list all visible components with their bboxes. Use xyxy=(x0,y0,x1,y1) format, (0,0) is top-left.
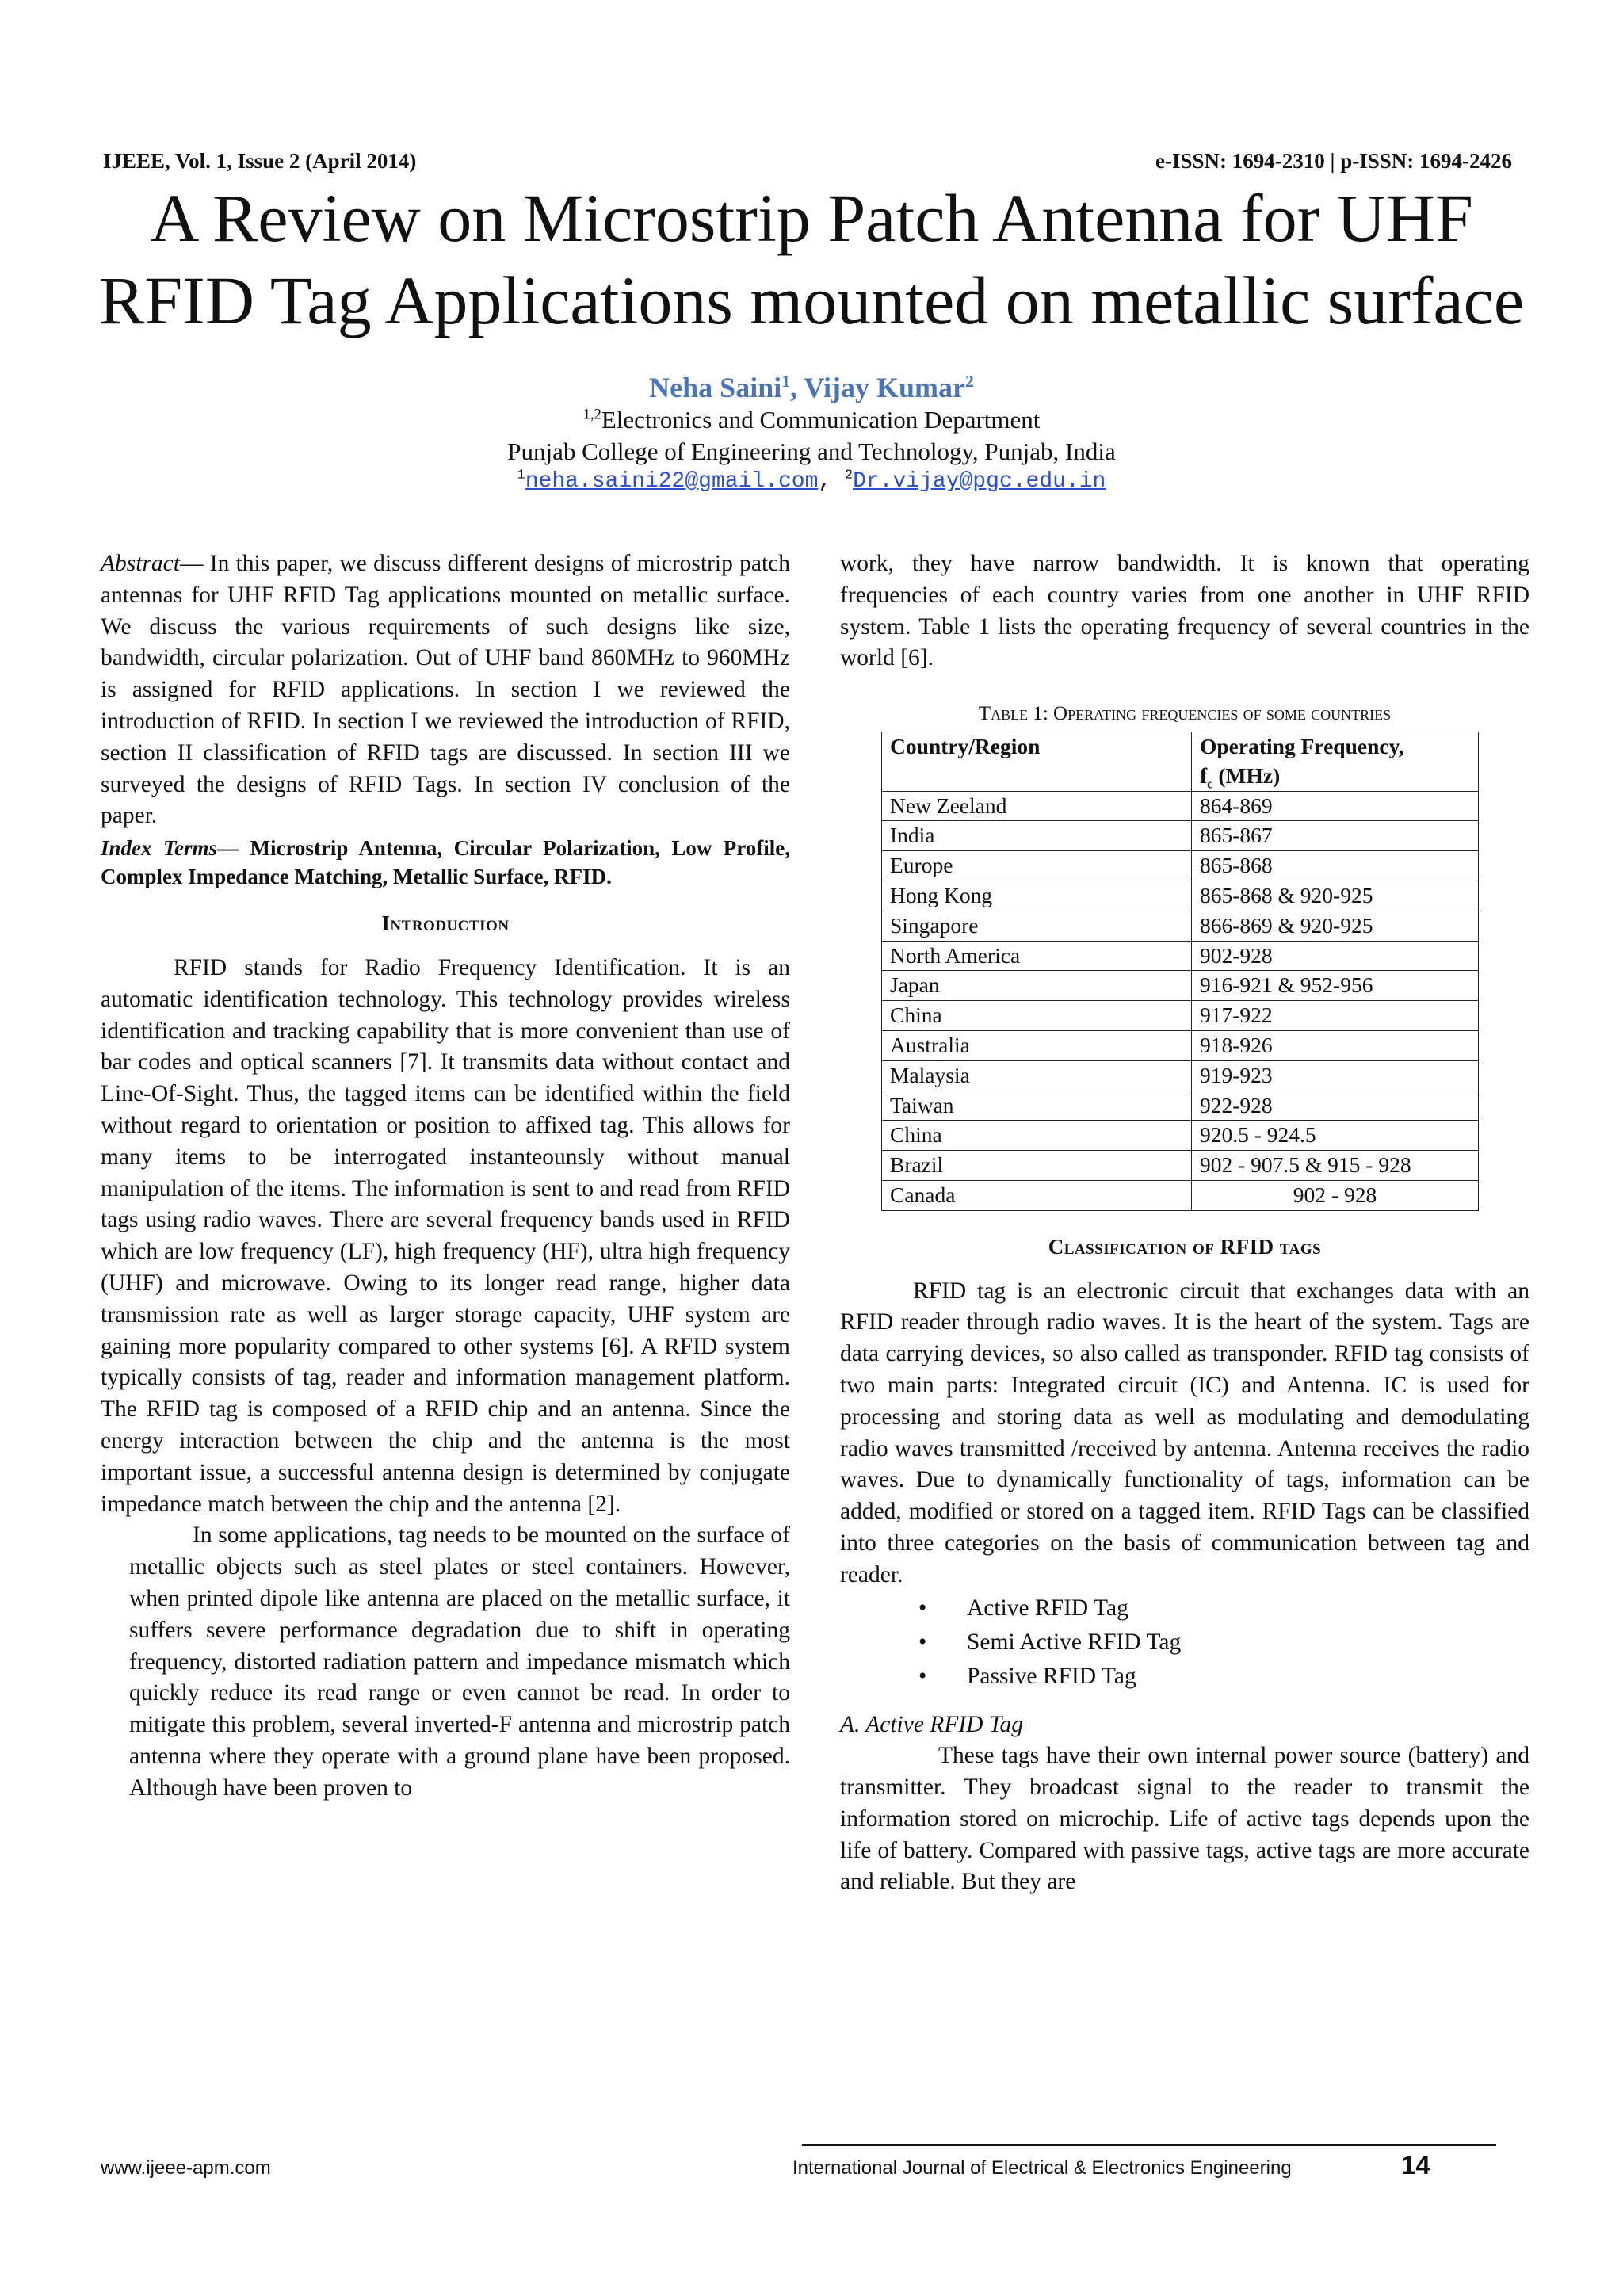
footer-journal-name: International Journal of Electrical & Electronics Engineering xyxy=(792,2157,1292,2179)
frequency-cell: 866-869 & 920-925 xyxy=(1192,911,1479,941)
table-row xyxy=(882,1091,1479,1121)
country-cell: China xyxy=(882,1121,1192,1151)
email-sup: 2 xyxy=(845,468,854,483)
right-column xyxy=(840,548,1529,1898)
country-cell: Taiwan xyxy=(882,1091,1192,1121)
paper-title-line2: RFID Tag Applications mounted on metallic surface xyxy=(98,262,1525,338)
journal-issue: IJEEE, Vol. 1, Issue 2 (April 2014) xyxy=(103,149,417,173)
table-row xyxy=(882,941,1479,971)
table-row xyxy=(882,1180,1479,1210)
email-separator: , xyxy=(818,469,845,494)
list-item: • Passive RFID Tag xyxy=(840,1660,1529,1694)
index-terms-label: Index Terms xyxy=(101,836,217,861)
frequency-unit: (MHz) xyxy=(1212,762,1281,788)
frequency-table xyxy=(881,732,1479,1211)
frequency-cell: 865-867 xyxy=(1192,821,1479,851)
frequency-cell: 920.5 - 924.5 xyxy=(1192,1121,1479,1151)
introduction-continuation: work, they have narrow bandwidth. It is known that operating frequencies of each country varies from one another in UHF RFID system. Table 1 lists the operating frequency of several countries in the world [6]. xyxy=(840,551,1529,671)
issn-info: e-ISSN: 1694-2310 | p-ISSN: 1694-2426 xyxy=(1155,149,1512,173)
department-name: Electronics and Communication Department xyxy=(601,406,1041,434)
country-cell: Japan xyxy=(882,971,1192,1001)
introduction-paragraph-1: RFID stands for Radio Frequency Identification. It is an automatic identification technology. This technology provides wireless identification and tracking capability that is more convenient than use of bar codes and optical scanners [7]. It transmits data without contact and Line-Of-Sight. Thus, the tagged items can be identified within the field without regard to orientation or position to affixed tag. This allows for many items to be interrogated instanteounsly without manual manipulation of the items. The information is sent to and read from RFID tags using radio waves. There are several frequency bands used in RFID which are low frequency (LF), high frequency (HF), ultra high frequency (UHF) and microwave. Owing to its longer read range, higher data transmission rate as well as larger storage capacity, UHF system are gaining more popularity compared to other systems [6]. A RFID system typically consists of tag, reader and information management platform. The RFID tag is composed of a RFID chip and an antenna. Since the energy interaction between the chip and the antenna is the most important issue, a successful antenna design is determined by conjugate impedance match between the chip and the antenna [2]. xyxy=(101,954,790,1517)
affiliation-sup: 1,2 xyxy=(582,406,601,423)
country-cell: Singapore xyxy=(882,911,1192,941)
page-number: 14 xyxy=(1401,2150,1430,2179)
email-link-1[interactable]: neha.saini22@gmail.com xyxy=(525,469,819,494)
table-caption: Table 1: Operating frequencies of some countries xyxy=(978,703,1392,725)
frequency-symbol: f xyxy=(1200,762,1208,788)
country-cell: North America xyxy=(882,941,1192,971)
introduction-heading: Introduction xyxy=(381,911,510,936)
affiliation-college: Punjab College of Engineering and Technology, Punjab, India xyxy=(507,437,1116,465)
table-row xyxy=(882,1151,1479,1181)
frequency-cell: 917-922 xyxy=(1192,1001,1479,1031)
table-row xyxy=(882,1001,1479,1031)
table-row xyxy=(882,1121,1479,1151)
active-tag-heading: A. Active RFID Tag xyxy=(840,1711,1024,1737)
author-emails xyxy=(0,469,1623,494)
abstract-text: — In this paper, we discuss different designs of microstrip patch antennas for UHF RFID Tag applications mounted on metallic surface. We discuss the various requirements of such designs like size, bandwidth, circular polarization. Out of UHF band 860MHz to 960MHz is assigned for RFID applications. In section I we reviewed the introduction of RFID. In section I we reviewed the introduction of RFID, section II classification of RFID tags are discussed. In section III we surveyed the designs of RFID Tags. In section IV conclusion of the paper. xyxy=(101,551,790,829)
frequency-header-text: Operating Frequency, xyxy=(1200,733,1404,758)
frequency-cell: 916-921 & 952-956 xyxy=(1192,971,1479,1001)
country-cell: Europe xyxy=(882,851,1192,881)
country-cell: Hong Kong xyxy=(882,881,1192,911)
country-cell: Canada xyxy=(882,1180,1192,1210)
abstract xyxy=(101,548,790,832)
left-column xyxy=(101,548,790,1804)
frequency-cell: 902 - 907.5 & 915 - 928 xyxy=(1192,1151,1479,1181)
country-cell: India xyxy=(882,821,1192,851)
frequency-cell: 865-868 & 920-925 xyxy=(1192,881,1479,911)
table-row xyxy=(882,1030,1479,1060)
introduction-paragraph-2: In some applications, tag needs to be mounted on the surface of metallic objects such as steel plates or steel containers. However, when printed dipole like antenna are placed on the metallic surface, it suffers severe performance degradation due to shift in operating frequency, distorted radiation pattern and impedance mismatch which quickly reduce its read range or even cannot be read. In order to mitigate this problem, several inverted-F antenna and microstrip patch antenna where they operate with a ground plane have been proposed. Although have been proven to xyxy=(129,1522,790,1801)
active-tag-paragraph: These tags have their own internal power source (battery) and transmitter. They broadcast signal to the reader to transmit the information stored on microchip. Life of active tags depends upon the life of battery. Compared with passive tags, active tags are more accurate and reliable. But they are xyxy=(840,1743,1529,1895)
country-cell: Malaysia xyxy=(882,1060,1192,1091)
frequency-subscript: c xyxy=(1207,776,1213,792)
author-list xyxy=(0,371,1623,404)
table-header-frequency xyxy=(1192,732,1479,791)
country-cell: Australia xyxy=(882,1030,1192,1060)
frequency-cell: 918-926 xyxy=(1192,1030,1479,1060)
frequency-cell: 919-923 xyxy=(1192,1060,1479,1091)
footer-divider xyxy=(802,2144,1496,2146)
abstract-label: Abstract xyxy=(101,551,180,576)
footer-website: www.ijeee-apm.com xyxy=(101,2157,271,2179)
table-row xyxy=(882,1060,1479,1091)
table-header-country: Country/Region xyxy=(882,732,1192,791)
table-row xyxy=(882,821,1479,851)
author-name: Neha Saini xyxy=(649,372,782,403)
table-row xyxy=(882,791,1479,821)
table-row xyxy=(882,881,1479,911)
author-sup: 1 xyxy=(781,372,791,391)
frequency-cell: 902 - 928 xyxy=(1192,1180,1479,1210)
frequency-cell: 922-928 xyxy=(1192,1091,1479,1121)
email-sup: 1 xyxy=(517,468,525,483)
list-item: • Active RFID Tag xyxy=(840,1591,1529,1626)
table-row xyxy=(882,911,1479,941)
author-separator: , xyxy=(790,372,804,403)
index-terms xyxy=(101,834,790,891)
frequency-cell: 865-868 xyxy=(1192,851,1479,881)
affiliation-dept xyxy=(0,406,1623,434)
email-link-2[interactable]: Dr.vijay@pgc.edu.in xyxy=(853,469,1106,494)
country-cell: China xyxy=(882,1001,1192,1031)
list-item: • Semi Active RFID Tag xyxy=(840,1626,1529,1660)
classification-paragraph: RFID tag is an electronic circuit that exchanges data with an RFID reader through radio waves. It is the heart of the system. Tags are data carrying devices, so also called as transponder. RFID tag consists of two main parts: Integrated circuit (IC) and Antenna. IC is used for processing and storing data as well as modulating and demodulating radio waves transmitted /received by antenna. Antenna receives the radio waves. Due to dynamically functionality of tags, information can be added, modified or stored on a tagged item. RFID Tags can be classified into three categories on the basis of communication between tag and reader. xyxy=(840,1278,1529,1587)
tag-type-list xyxy=(840,1591,1529,1694)
paper-title-line1: A Review on Microstrip Patch Antenna for UHF xyxy=(150,180,1473,256)
frequency-cell: 902-928 xyxy=(1192,941,1479,971)
author-name: Vijay Kumar xyxy=(804,372,966,403)
country-cell: Brazil xyxy=(882,1151,1192,1181)
author-sup: 2 xyxy=(965,372,974,391)
table-row xyxy=(882,851,1479,881)
classification-heading: Classification of RFID tags xyxy=(1048,1234,1322,1259)
table-row xyxy=(882,971,1479,1001)
country-cell: New Zeeland xyxy=(882,791,1192,821)
index-terms-text: — Microstrip Antenna, Circular Polarization, Low Profile, Complex Impedance Matching, Metallic Surface, RFID. xyxy=(101,836,790,889)
table-header-row xyxy=(882,732,1479,791)
frequency-cell: 864-869 xyxy=(1192,791,1479,821)
